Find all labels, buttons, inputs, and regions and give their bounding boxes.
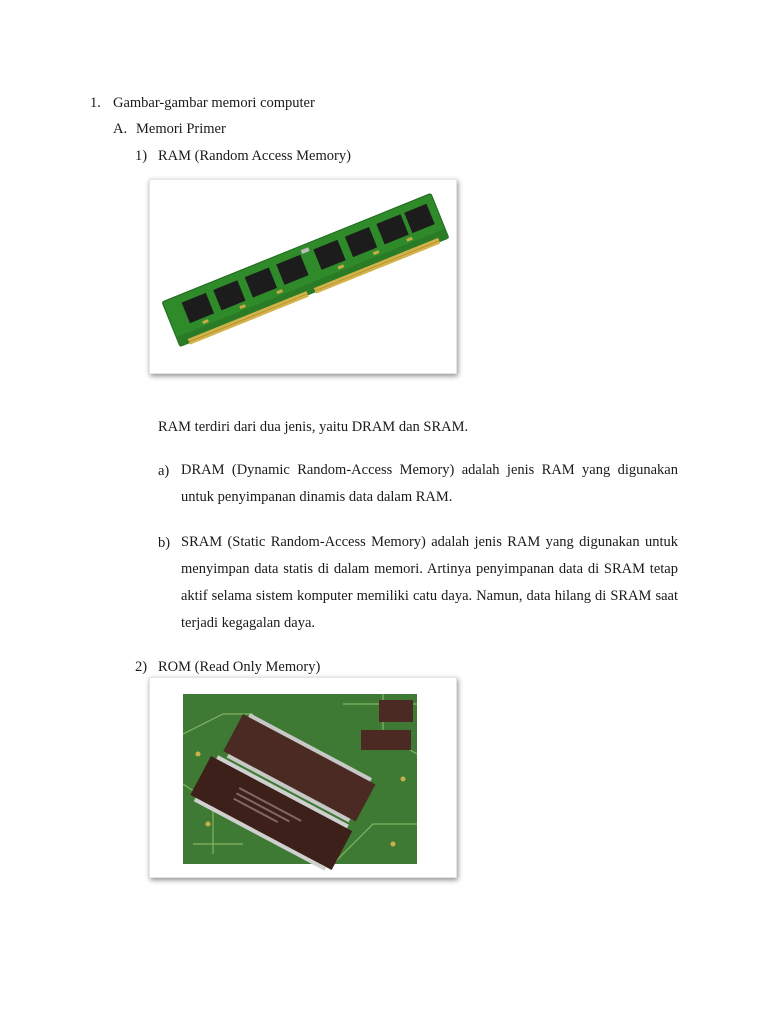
- ram-module-image: [149, 179, 457, 374]
- ram-item-b-marker: b): [158, 535, 171, 551]
- section-title: Gambar-gambar memori computer: [113, 95, 315, 111]
- ram-item-a-marker: a): [158, 463, 170, 479]
- rom-chip-image: [149, 677, 457, 878]
- ram-heading: RAM (Random Access Memory): [158, 148, 351, 164]
- rom-heading: ROM (Read Only Memory): [158, 659, 321, 675]
- section-number: 1.: [90, 95, 101, 111]
- ram-intro: RAM terdiri dari dua jenis, yaitu DRAM dan SRAM.: [158, 419, 469, 435]
- ram-module-illustration: [150, 180, 456, 373]
- subsection-title: Memori Primer: [136, 121, 226, 137]
- ram-number: 1): [135, 148, 148, 164]
- ram-item-a-text: DRAM (Dynamic Random-Access Memory) adalah jenis RAM yang digunakan untuk penyimpanan dinamis data dalam RAM.: [181, 462, 678, 505]
- subsection-letter: A.: [113, 121, 128, 137]
- rom-chip-illustration: [150, 678, 456, 877]
- ram-item-b-text: SRAM (Static Random-Access Memory) adalah jenis RAM yang digunakan untuk menyimpan data statis di dalam memori. Artinya penyimpanan data di SRAM tetap aktif selama sistem komputer memiliki catu daya. Namun, data hilang di SRAM saat terjadi kegagalan daya.: [181, 534, 678, 631]
- rom-number: 2): [135, 659, 148, 675]
